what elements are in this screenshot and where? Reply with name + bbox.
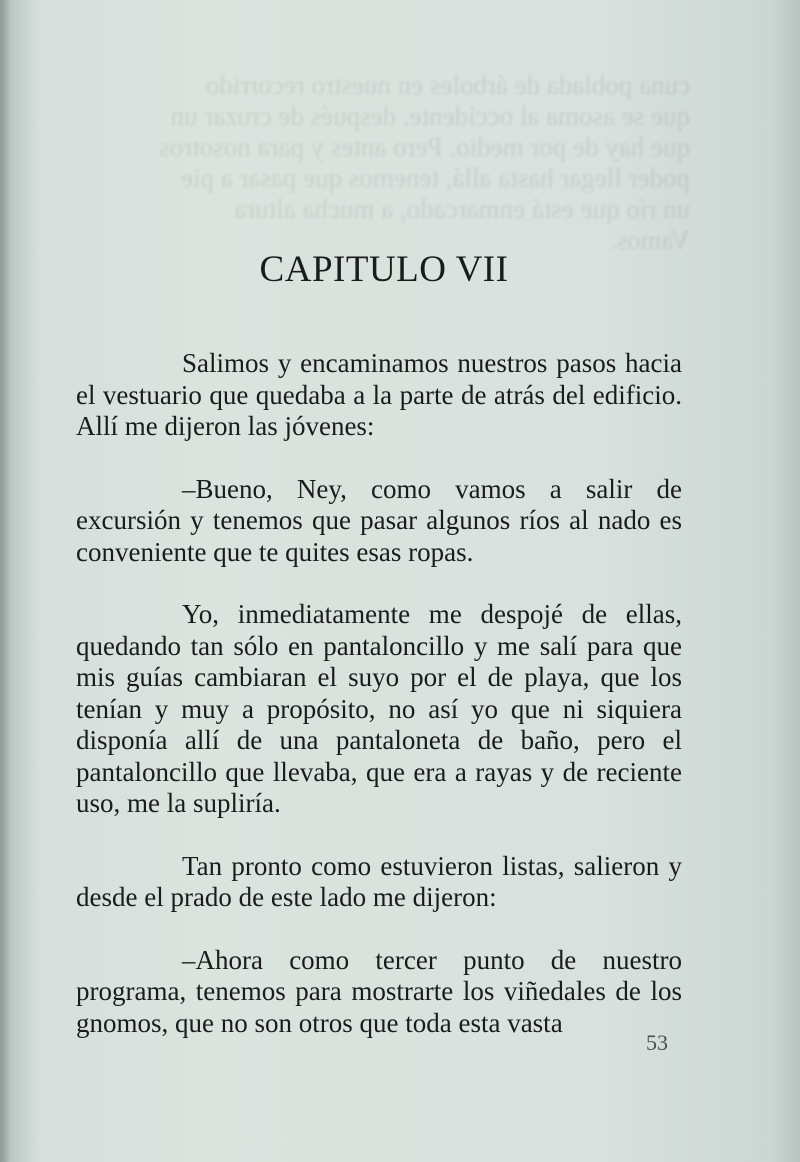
spine-shadow [0,0,10,1162]
body-text [76,348,682,1070]
chapter-title: CAPITULO VII [259,249,509,290]
page-number: 53 [646,1030,668,1055]
paragraph-2: –Bueno, Ney, como vamos a salir de excursión y tenemos que pasar algunos ríos al nado es conveniente que te quites esas ropas. [76,473,682,567]
show-through-text: cuna poblada de árboles en nuestro recorrido que se asoma al occidente, después de cruzar un que hay de por medio. Pero antes y para nosotros poder llegar hasta allá, tenemos que pasar a pie un río que está enmarcado, a mucha altura Vamos. [159,70,690,255]
paragraph-4: Tan pronto como estuvieron listas, salieron y desde el prado de este lado me dijeron: [76,850,682,912]
paragraph-3: Yo, inmediatamente me despojé de ellas, quedando tan sólo en pantaloncillo y me salí para que mis guías cambiaran el suyo por el de playa, que los tenían y muy a propósito, no así yo que ni siquiera disponía allí de una pantaloneta de baño, pero el pantaloncillo que llevaba, que era a rayas y de reciente uso, me la supliría. [76,599,682,818]
paragraph-1: Salimos y encaminamos nuestros pasos hacia el vestuario que quedaba a la parte de atrás del edificio. Allí me dijeron las jóvenes: [76,348,682,441]
paragraph-5: –Ahora como tercer punto de nuestro programa, tenemos para mostrarte los viñedales de los gnomos, que no son otros que toda esta vasta [76,944,682,1038]
